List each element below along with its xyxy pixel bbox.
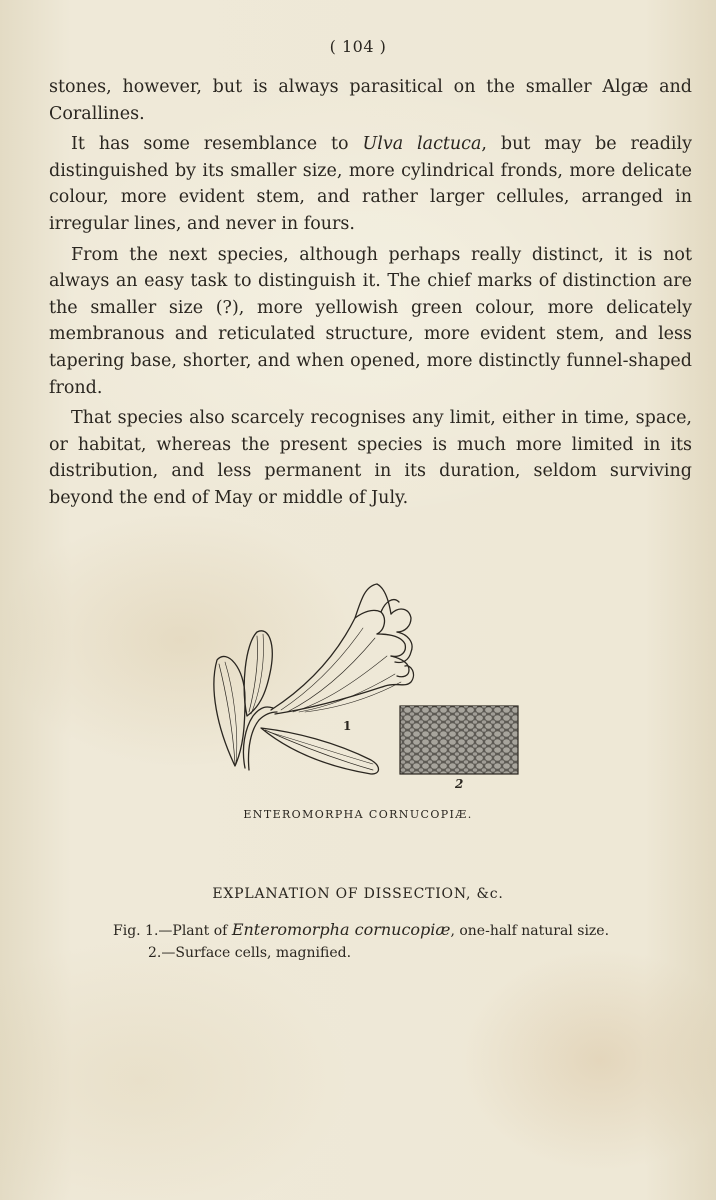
fig1-prefix: Fig. 1.—Plant of <box>113 923 232 939</box>
explanation-title: EXPLANATION OF DISSECTION, &c. <box>212 886 504 902</box>
paragraph-resemblance-start: It has some resemblance to <box>71 134 363 155</box>
figure-caption: ENTEROMORPHA CORNUCOPIÆ. <box>243 808 473 821</box>
paragraph-habitat: That species also scarcely recognises any limit, either in time, space, or habitat, whereas the present species is much more limited in its distribution, and less permanent in its duration, seldom surviving beyond the end of May or middle of July. <box>49 408 692 508</box>
fig1-suffix: , one-half natural size. <box>450 923 610 939</box>
paragraph-resemblance-rest: , but may be readily distinguished by its smaller size, more cylindrical fronds, more delicate colour, more evident stem, and rather larger cellules, arranged in irregular lines, and never in fours. <box>49 134 692 234</box>
body-text <box>49 74 692 512</box>
paragraph-resemblance <box>49 131 692 237</box>
page-number: ( 104 ) <box>329 37 387 56</box>
figure-label-1: 1 <box>343 719 352 733</box>
plant-drawing <box>205 578 535 788</box>
figure-explanation-1 <box>113 920 609 939</box>
paragraph-continuation: stones, however, but is always parasitical on the smaller Algæ and Corallines. <box>49 77 692 124</box>
species-name-ulva: Ulva lactuca <box>362 134 482 155</box>
figure-explanation-2: 2.—Surface cells, magnified. <box>148 945 352 961</box>
figure-label-2: 2 <box>455 777 464 788</box>
botanical-illustration <box>205 578 535 788</box>
paragraph-distinction: From the next species, although perhaps really distinct, it is not always an easy task to distinguish it. The chief marks of distinction are the smaller size (?), more yellowish green colour, more delicately membranous and reticulated structure, more evident stem, and less tapering base, shorter, and when opened, more distinctly funnel-shaped frond. <box>49 244 692 398</box>
species-name-enteromorpha: Enteromorpha cornucopiæ <box>231 920 451 939</box>
